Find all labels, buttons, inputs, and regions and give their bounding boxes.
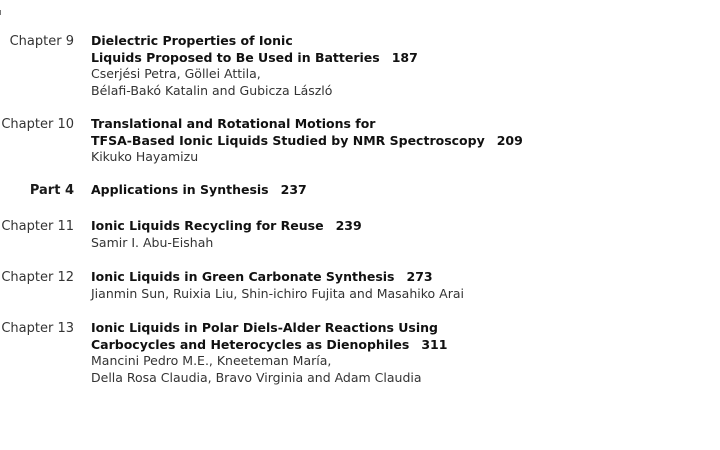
- chapter-title-line-with-page: [91, 269, 711, 286]
- author-line: Samir I. Abu-Eishah: [91, 234, 214, 250]
- chapter-title-line-with-page: [91, 50, 711, 67]
- chapter-label: Chapter 10: [1, 117, 74, 132]
- part-title-line-with-page: [91, 182, 711, 199]
- chapter-title-text: Ionic Liquids Recycling for Reuse: [91, 218, 324, 233]
- part-label: Part 4: [29, 183, 74, 198]
- chapter-title-line: Dielectric Properties of Ionic: [91, 33, 293, 48]
- chapter-title-line: Ionic Liquids in Polar Diels-Alder Reactions Using: [91, 320, 438, 335]
- author-line: Della Rosa Claudia, Bravo Virginia and Adam Claudia: [91, 369, 422, 385]
- page-number: 273: [406, 269, 433, 284]
- entry-body: [91, 269, 711, 302]
- part-title-text: Applications in Synthesis: [91, 182, 269, 197]
- page-number: 237: [280, 182, 307, 197]
- entry-body: [91, 218, 711, 251]
- chapter-title-text: Ionic Liquids in Green Carbonate Synthesis: [91, 269, 395, 284]
- chapter-title-line-with-page: [91, 218, 711, 235]
- entry-body: [91, 182, 711, 199]
- chapter-title-line: Translational and Rotational Motions for: [91, 116, 376, 131]
- entry-body: [91, 116, 711, 166]
- chapter-title-text: Carbocycles and Heterocycles as Dienophiles: [91, 336, 410, 352]
- entry-body: [91, 33, 711, 99]
- chapter-title-text: Liquids Proposed to Be Used in Batteries: [91, 49, 380, 65]
- chapter-label: Chapter 12: [1, 270, 74, 285]
- chapter-label: Chapter 11: [1, 219, 74, 234]
- page-number: 311: [421, 336, 448, 352]
- page-number: 239: [335, 218, 362, 233]
- page-number: 187: [391, 49, 418, 65]
- chapter-label: Chapter 9: [9, 34, 74, 49]
- chapter-label: Chapter 13: [1, 321, 74, 336]
- author-line: Mancini Pedro M.E., Kneeteman María,: [91, 353, 332, 368]
- page-number: 209: [496, 132, 523, 148]
- entry-body: [91, 320, 711, 386]
- author-line: Kikuko Hayamizu: [91, 149, 199, 164]
- author-line: Bélafi-Bakó Katalin and Gubicza László: [91, 82, 333, 98]
- author-line: Cserjési Petra, Göllei Attila,: [91, 66, 261, 81]
- edge-mark: [0, 10, 1, 15]
- author-line: Jianmin Sun, Ruixia Liu, Shin-ichiro Fujita and Masahiko Arai: [91, 285, 464, 301]
- chapter-title-text: TFSA-Based Ionic Liquids Studied by NMR Spectroscopy: [91, 132, 485, 148]
- chapter-title-line-with-page: [91, 337, 711, 354]
- chapter-title-line-with-page: [91, 133, 711, 150]
